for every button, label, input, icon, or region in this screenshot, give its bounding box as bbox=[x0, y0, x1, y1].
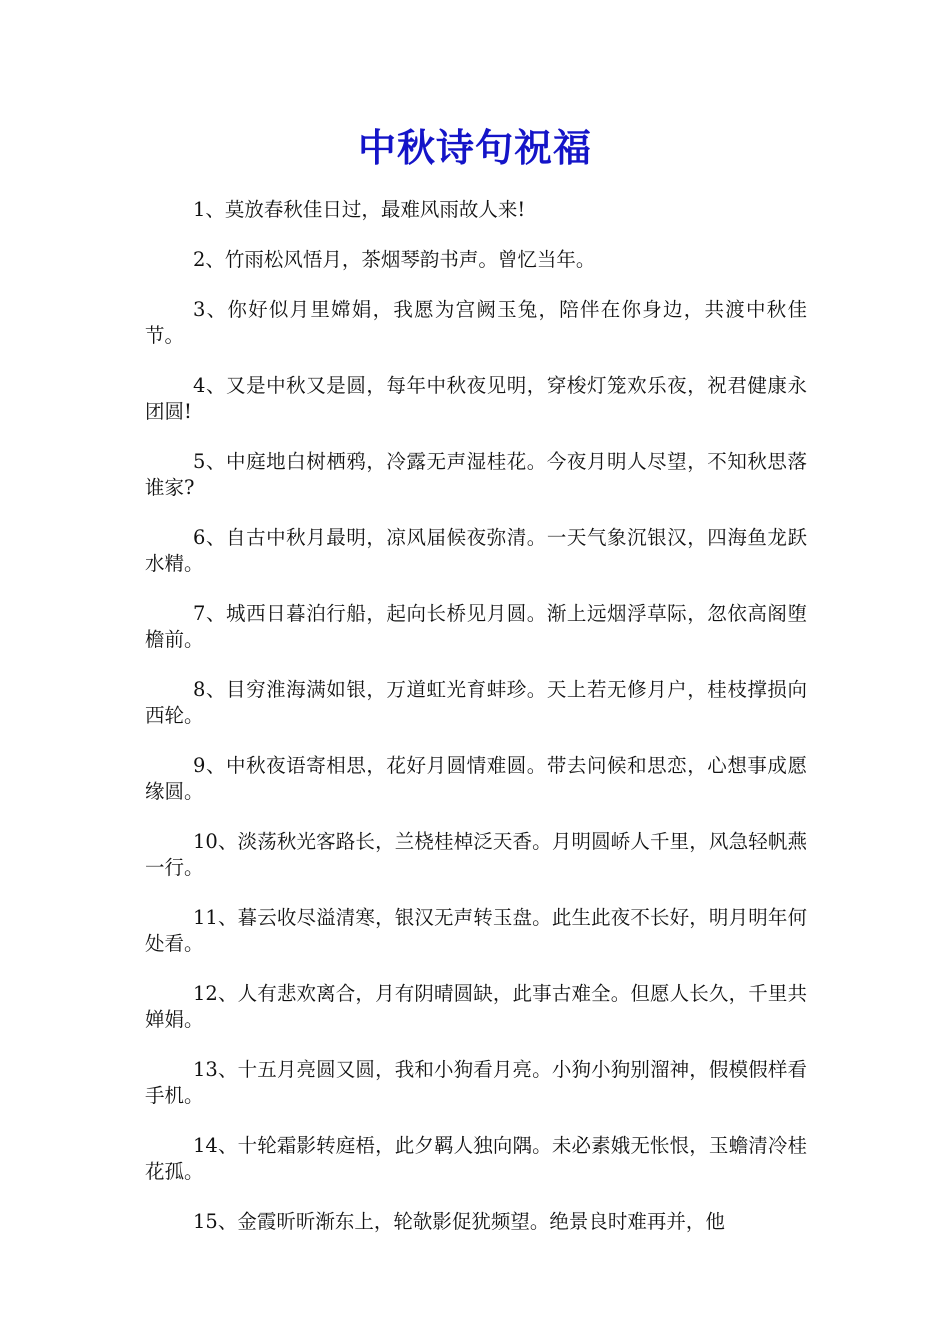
poem-paragraph: 1、莫放春秋佳日过，最难风雨故人来! bbox=[193, 198, 526, 221]
poem-paragraph: 5、中庭地白树栖鸦，冷露无声湿桂花。今夜月明人尽望，不知秋思落谁家? bbox=[145, 450, 807, 499]
poem-paragraph: 3、你好似月里嫦娟，我愿为宫阙玉兔，陪伴在你身边，共渡中秋佳节。 bbox=[145, 298, 807, 347]
poem-paragraph: 4、又是中秋又是圆，每年中秋夜见明，穿梭灯笼欢乐夜，祝君健康永团圆! bbox=[145, 374, 807, 423]
document-title: 中秋诗句祝福 bbox=[357, 125, 592, 170]
poem-paragraph: 8、目穷淮海满如银，万道虹光育蚌珍。天上若无修月户，桂枝撑损向西轮。 bbox=[145, 678, 807, 727]
poem-paragraph: 6、自古中秋月最明，凉风届候夜弥清。一天气象沉银汉，四海鱼龙跃水精。 bbox=[145, 526, 807, 575]
poem-paragraph: 13、十五月亮圆又圆，我和小狗看月亮。小狗小狗别溜神，假模假样看手机。 bbox=[145, 1058, 807, 1107]
poem-paragraph: 14、十轮霜影转庭梧，此夕羁人独向隅。未必素娥无怅恨，玉蟾清冷桂花孤。 bbox=[145, 1134, 807, 1183]
poem-paragraph: 9、中秋夜语寄相思，花好月圆情难圆。带去问候和思恋，心想事成愿缘圆。 bbox=[145, 754, 807, 803]
poem-paragraph: 7、城西日暮泊行船，起向长桥见月圆。渐上远烟浮草际，忽依高阁堕檐前。 bbox=[145, 602, 807, 651]
poem-paragraph: 2、竹雨松风悟月，茶烟琴韵书声。曾忆当年。 bbox=[193, 248, 596, 271]
poem-paragraph: 15、金霞昕昕渐东上，轮欹影促犹频望。绝景良时难再并，他 bbox=[193, 1210, 725, 1233]
poem-paragraph: 12、人有悲欢离合，月有阴晴圆缺，此事古难全。但愿人长久，千里共婵娟。 bbox=[145, 982, 807, 1031]
poem-paragraph: 10、淡荡秋光客路长，兰桡桂棹泛天香。月明圆峤人千里，风急轻帆燕一行。 bbox=[145, 830, 807, 879]
document-body bbox=[145, 197, 807, 1259]
poem-paragraph: 11、暮云收尽溢清寒，银汉无声转玉盘。此生此夜不长好，明月明年何处看。 bbox=[145, 906, 807, 955]
